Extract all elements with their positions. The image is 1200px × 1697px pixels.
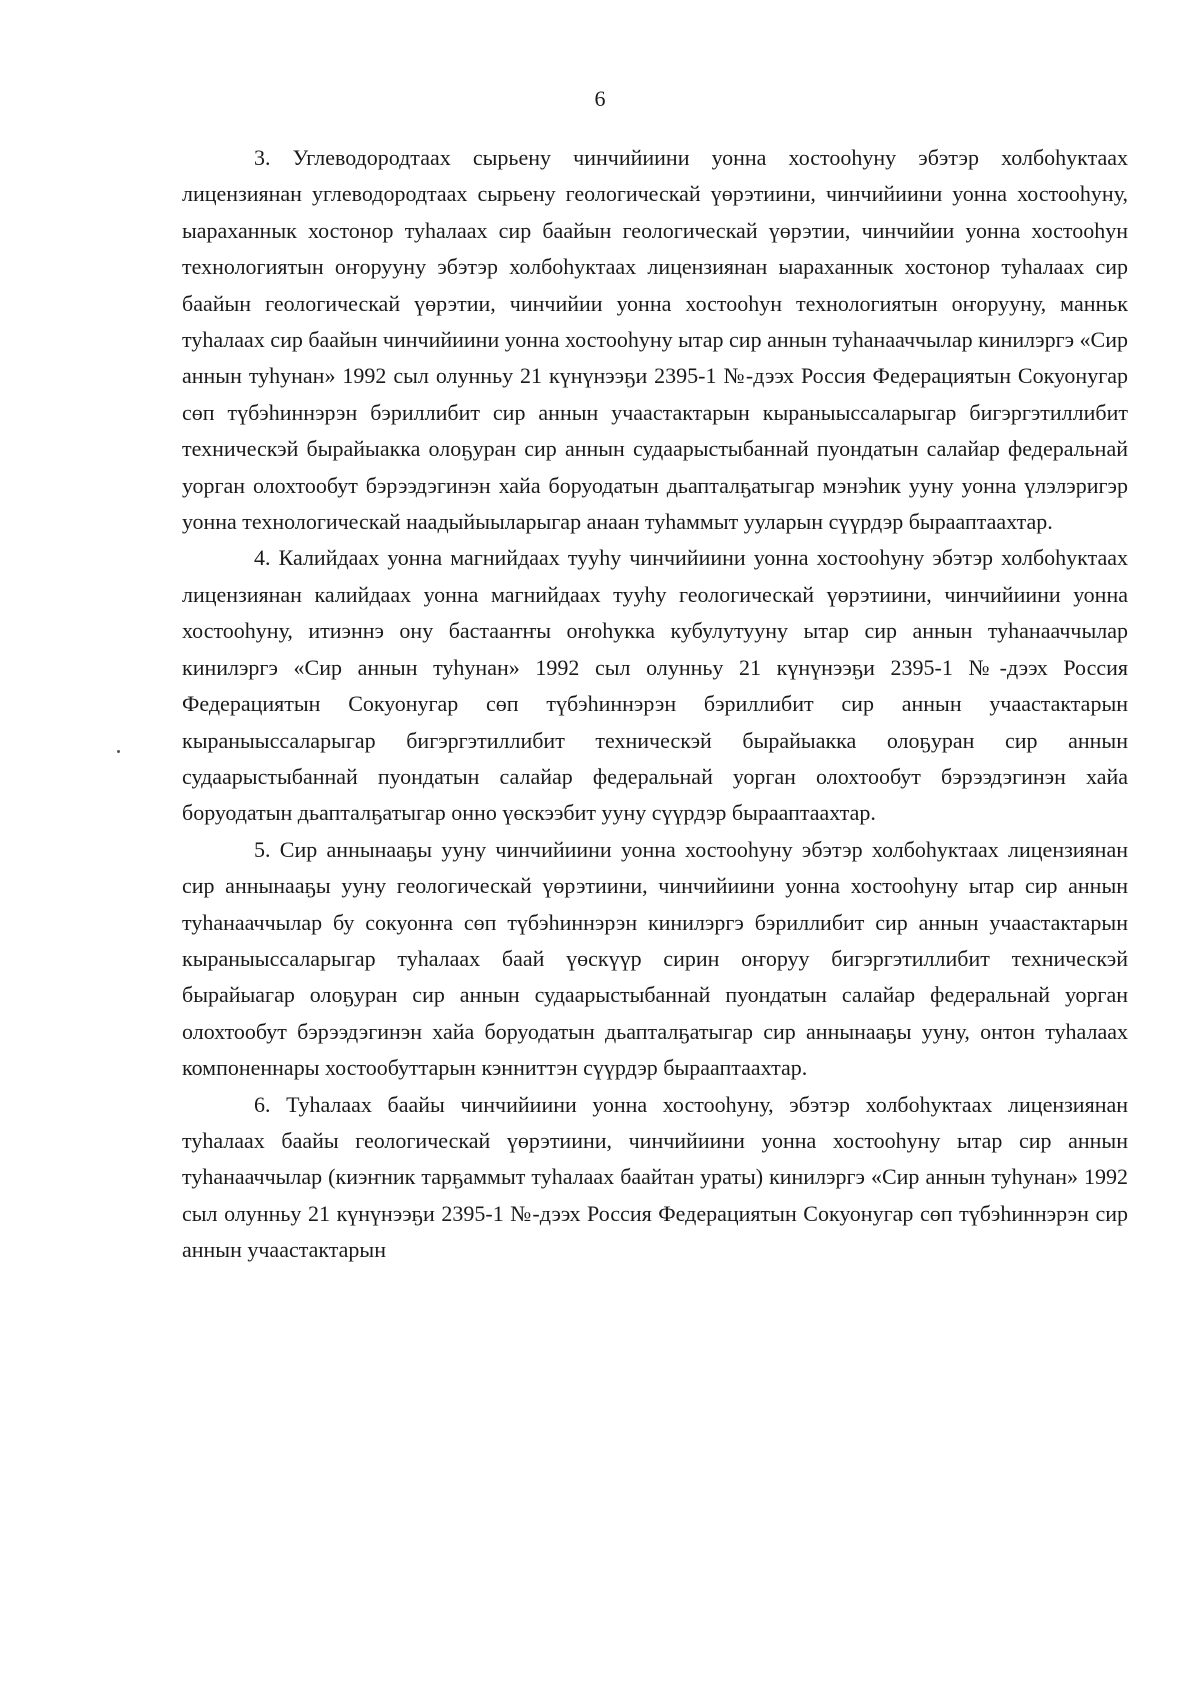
paragraph-4: 4. Калийдаах уонна магнийдаах тууhу чинчийиини уонна хостооhуну эбэтэр холбоhуктаах лицензиянан калийдаах уонна магнийдаах тууhу геологическай үөрэтиини, чинчийиини уонна хостооhуну, итиэннэ ону бастааҥҥы оҥоhукка кубулутууну ытар сир аннын туhанааччылар кинилэргэ «Сир аннын туhунан» 1992 сыл олунньу 21 күнүнээҕи 2395-1 №-дээх Россия Федерациятын Сокуонугар сөп түбэhиннэрэн бэриллибит сир аннын учаастактарын кыраныыссаларыгар бигэргэтиллибит техническэй бырайыакка олоҕуран сир аннын судаарыстыбаннай пуондатын салайар федеральнай уорган олохтообут бэрээдэгинэн хайа боруодатын дьапталҕатыгар онно үөскээбит ууну сүүрдэр бырааптаахтар. — [182, 545, 1128, 826]
paragraph-3: 3. Углеводородтаах сырьену чинчийиини уонна хостооhуну эбэтэр холбоhуктаах лицензиянан углеводородтаах сырьену геологическай үөрэтиини, чинчийиини уонна хостооhуну, ыараханнык хостонор туhалаах сир баайын геологическай үөрэтии, чинчийии уонна хостооhун технологиятын оҥорууну эбэтэр холбоhуктаах лицензиянан ыараханнык хостонор туhалаах сир баайын геологическай үөрэтии, чинчийии уонна хостооhун технологиятын оҥорууну, манньк туhалаах сир баайын чинчийиини уонна хостооhуну ытар сир аннын туhанааччылар кинилэргэ «Сир аннын туhунан» 1992 сыл олунньу 21 күнүнээҕи 2395-1 №-дээх Россия Федерациятын Сокуонугар сөп түбэhиннэрэн бэриллибит сир аннын учаастактарын кыраныыссаларыгар бигэргэтиллибит техническэй бырайыакка олоҕуран сир аннын судаарыстыбаннай пуондатын салайар федеральнай уорган олохтообут бэрээдэгинэн хайа боруодатын дьапталҕатыгар мэнэhик ууну уонна үлэлэригэр уонна технологическай наадыйыыларыгар анаан туhаммыт ууларын сүүрдэр бырааптаахтар. — [182, 145, 1128, 535]
document-body — [182, 140, 1128, 1269]
paragraph-5: 5. Сир аннынааҕы ууну чинчийиини уонна хостооhуну эбэтэр холбоhуктаах лицензиянан сир аннынааҕы ууну геологическай үөрэтиини, чинчийиини уонна хостооhуну ытар сир аннын туhанааччылар бу сокуонҥа сөп түбэhиннэрэн кинилэргэ бэриллибит сир аннын учаастактарын кыраныыссаларыгар туhалаах баай үөскүүр сирин оҥоруу бигэргэтиллибит техническэй бырайыагар олоҕуран сир аннын судаарыстыбаннай пуондатын салайар федеральнай уорган олохтообут бэрээдэгинэн хайа боруодатын дьапталҕатыгар сир аннынааҕы ууну, онтон туhалаах компоненнары хостообуттарын кэнниттэн сүүрдэр бырааптаахтар. — [182, 836, 1128, 1081]
paragraph-6: 6. Туhалаах баайы чинчийиини уонна хостооhуну, эбэтэр холбоhуктаах лицензиянан туhалаах баайы геологическай үөрэтиини, чинчийиини уонна хостооhуну ытар сир аннын туhанааччылар (киэҥник тарҕаммыт туhалаах баайтан ураты) кинилэргэ «Сир аннын туhунан» 1992 сыл олунньу 21 күнүнээҕи 2395-1 №-дээх Россия Федерациятын Сокуонугар сөп түбэhиннэрэн сир аннын учаастактарын — [182, 1091, 1128, 1263]
scan-speck — [117, 750, 120, 753]
page-number: 6 — [594, 86, 606, 111]
